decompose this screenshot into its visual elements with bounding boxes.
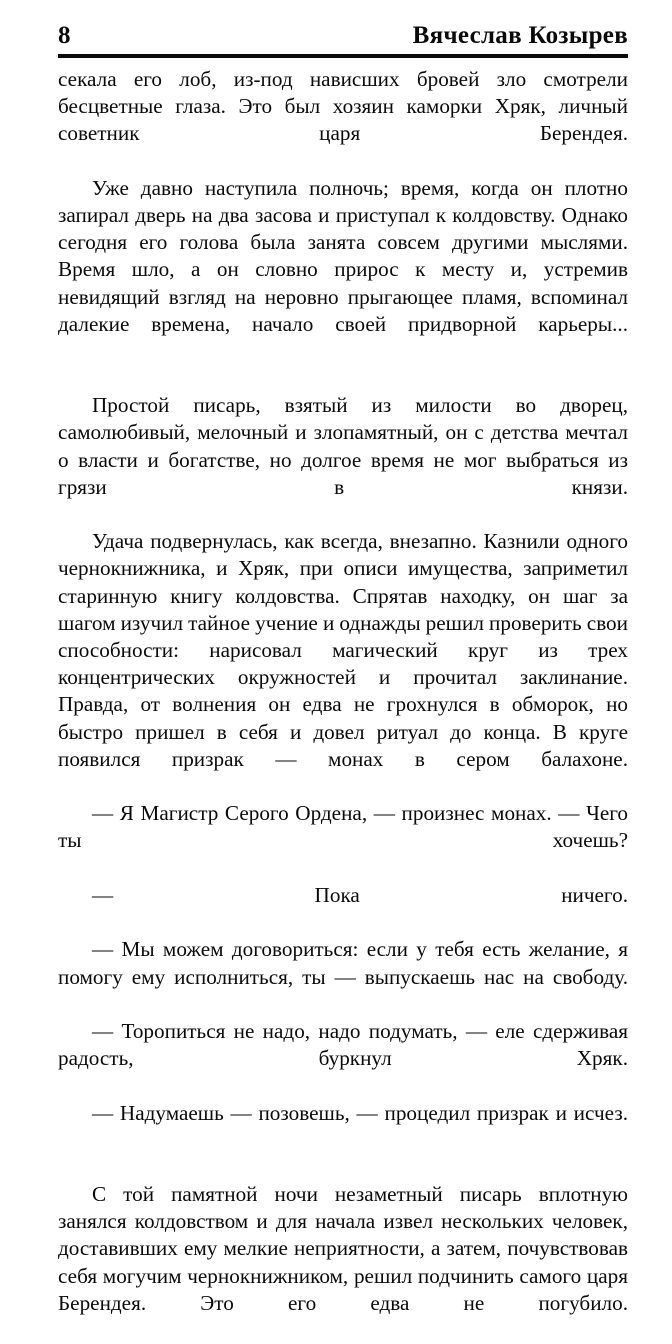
header-rule [58, 54, 628, 58]
paragraph: С той памятной ночи незаметный писарь вплотную занялся колдовством и для начала извел нескольких человек, доставивших ему мелкие неприятности, а затем, почувствовав себя могучим чернокнижником, решил подчинить самого царя Берендея. Это его едва не погубило. [58, 1181, 628, 1315]
paragraph: Удача подвернулась, как всегда, внезапно. Казнили одного чернокнижника, и Хряк, при описи имущества, заприметил старинную книгу колдовства. Спрятав находку, он шаг за шагом изучил тайное учение и однажды решил проверить свои способности: нарисовал магический круг из трех концентрических окружностей и прочитал заклинание. Правда, от волнения он едва не грохнулся в обморок, но быстро пришел в себя и довел ритуал до конца. В круге появился призрак — монах в сером балахоне. [58, 529, 628, 771]
dialogue-line: — Мы можем договориться: если у тебя есть желание, я помогу ему исполниться, ты — выпускаешь нас на свободу. [58, 937, 628, 989]
body-text [58, 66, 628, 1344]
running-head-author: Вячеслав Козырев [412, 22, 628, 49]
paragraph: Уже давно наступила полночь; время, когда он плотно запирал дверь на два засова и приступал к колдовству. Однако сегодня его голова была занята совсем другими мыслями. Время шло, а он словно прирос к месту и, устремив невидящий взгляд на неровно прыгающее пламя, вспоминал далекие времена, начало своей придворной карьеры... [58, 175, 628, 336]
dialogue-line: — Торопиться не надо, надо подумать, — еле сдерживая радость, буркнул Хряк. [58, 1018, 628, 1071]
dialogue-line: — Надумаешь — позовешь, — процедил призрак и исчез. [92, 1100, 628, 1125]
paragraph-gap [58, 365, 628, 392]
paragraph-continued: секала его лоб, из-под нависших бровей зло смотрели бесцветные глаза. Это был хозяин каморки Хряк, личный советник царя Берендея. [58, 67, 628, 146]
dialogue-line: — Я Магистр Серого Ордена, — произнес монах. — Чего ты хочешь? [58, 801, 628, 853]
dialogue-line: — Пока ничего. [92, 882, 628, 907]
paragraph: Простой писарь, взятый из милости во дворец, самолюбивый, мелочный и злопамятный, он с детства мечтал о власти и богатстве, но долгое время не мог выбраться из грязи в князи. [58, 393, 628, 499]
paragraph-gap [58, 1154, 628, 1181]
running-head [58, 14, 628, 48]
page-number: 8 [58, 22, 71, 49]
